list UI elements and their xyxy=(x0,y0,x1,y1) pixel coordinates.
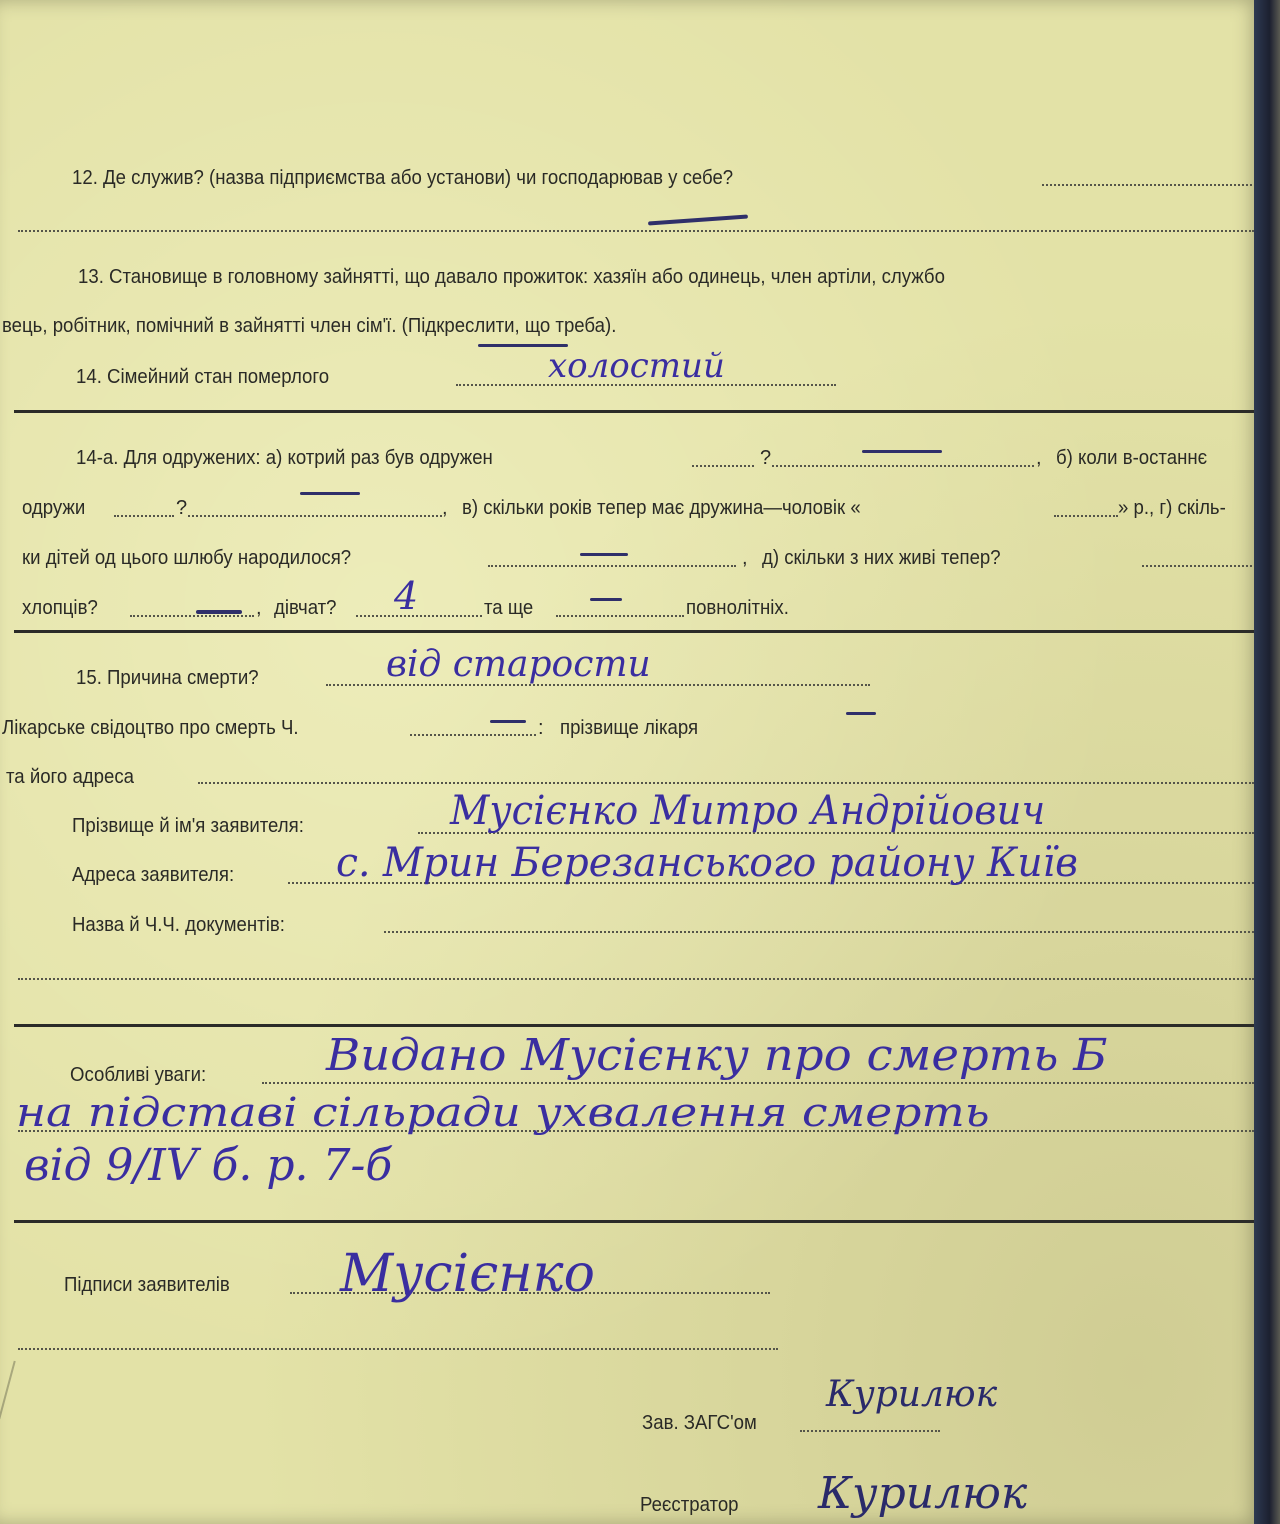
q13-line2: вець, робітник, помічний в зайнятті член сім'ї. (Підкреслити, що треба). xyxy=(2,315,617,337)
q14a-answer-3 xyxy=(580,553,628,556)
q13-line1: 13. Становище в головному зайнятті, що давало прожиток: хазяїн або одинець, член артіли, службо xyxy=(78,266,945,288)
q15-doctor-label: прізвище лікаря xyxy=(560,717,699,739)
applicant-address-label: Адреса заявителя: xyxy=(72,864,235,886)
q14a-comma-1: , xyxy=(1036,447,1042,469)
applicant-address-value: с. Мрин Березанського району Київ xyxy=(336,840,1078,886)
q15-label: 15. Причина смерти? xyxy=(76,667,259,689)
q15-answer: від старости xyxy=(386,644,651,685)
q14-answer: холостий xyxy=(548,346,725,386)
q14a-line4-a: хлопців? xyxy=(22,597,98,619)
q14a-line1-b: б) коли в-останнє xyxy=(1056,447,1208,469)
q15-address-label: та його адреса xyxy=(6,766,134,788)
q12-line-2 xyxy=(18,230,1254,232)
q14a-qmark-2: ? xyxy=(176,497,188,519)
notes-text-2: на підставі сільради ухвалення смерть xyxy=(16,1090,990,1136)
q14a-answer-2 xyxy=(300,492,360,495)
q12-answer-dash xyxy=(648,215,748,226)
signatures-line-2 xyxy=(18,1348,778,1350)
q14a-line3-dots1 xyxy=(488,565,736,567)
q14a-line2-a: одружи xyxy=(22,497,86,519)
q14a-line2-c: » р., г) скіль- xyxy=(1118,497,1226,519)
q14a-line4-d: повнолітніх. xyxy=(686,597,789,619)
q14a-line3-b: д) скільки з них живі тепер? xyxy=(762,547,1001,569)
q14a-line2-b: в) скільки років тепер має дружина—чоловік « xyxy=(462,497,861,519)
q15-address-line xyxy=(198,782,1254,784)
book-edge xyxy=(1254,0,1280,1524)
q14a-line4-c: та ще xyxy=(484,597,534,619)
q12-label: 12. Де служив? (назва підприємства або установи) чи господарював у себе? xyxy=(72,167,734,189)
q14a-line4-b: дівчат? xyxy=(274,597,337,619)
notes-label: Особливі уваги: xyxy=(70,1064,207,1086)
applicant-documents-line xyxy=(384,931,1254,933)
q15-certificate-dash xyxy=(490,720,526,723)
q14a-line1-dots2 xyxy=(772,465,1034,467)
signatures-head-label: Зав. ЗАГС'ом xyxy=(642,1412,757,1434)
divider-4 xyxy=(14,1220,1262,1223)
q14a-comma-4: , xyxy=(256,597,262,619)
q14a-comma-3: , xyxy=(742,547,748,569)
q14a-line4-dots3 xyxy=(556,615,684,617)
q14a-line3-a: ки дітей од цього шлюбу народилося? xyxy=(22,547,352,569)
q14a-comma-2: , xyxy=(442,497,448,519)
q14a-line2-dots3 xyxy=(1054,515,1118,517)
q14a-boys-dash xyxy=(196,610,242,614)
q14-label: 14. Сімейний стан померлого xyxy=(76,366,330,388)
applicant-documents-label: Назва й Ч.Ч. документів: xyxy=(72,914,285,936)
signatures-head-line xyxy=(800,1430,940,1432)
applicant-name-value: Мусієнко Митро Андрійович xyxy=(450,788,1046,834)
notes-text-1: Видано Мусієнку про смерть Б xyxy=(326,1030,1108,1081)
paper-mark xyxy=(0,1361,16,1419)
notes-line-1 xyxy=(262,1082,1254,1084)
q14a-line4-dots1 xyxy=(130,615,254,617)
signatures-registrar-value: Курилюк xyxy=(818,1468,1028,1519)
q14a-line1-a: 14-а. Для одружених: а) котрий раз був одружен xyxy=(76,447,493,469)
signatures-applicants-value: Мусієнко xyxy=(340,1244,595,1304)
q14a-line2-dots1 xyxy=(114,515,174,517)
q14a-answer-1 xyxy=(862,450,942,453)
signatures-head-value: Курилюк xyxy=(826,1374,998,1415)
q12-line xyxy=(1042,184,1252,186)
signatures-registrar-label: Реєстратор xyxy=(640,1494,739,1516)
notes-text-3: від 9/IV б. р. 7-б xyxy=(24,1140,393,1191)
q14a-line1-dots1 xyxy=(692,465,754,467)
q14a-line4-dots2 xyxy=(356,615,482,617)
divider-1 xyxy=(14,410,1258,413)
q14a-line2-dots2 xyxy=(188,515,442,517)
q14a-girls-answer: 4 xyxy=(394,574,419,618)
q15-doctor-dash xyxy=(846,712,876,715)
q15-certificate-label: Лікарське свідоцтво про смерть Ч. xyxy=(2,717,299,739)
q14a-qmark-1: ? xyxy=(760,447,772,469)
q14a-line3-dots2 xyxy=(1142,565,1252,567)
applicant-name-label: Прізвище й ім'я заявителя: xyxy=(72,815,304,837)
q14a-adult-dash xyxy=(590,598,622,601)
divider-2 xyxy=(14,630,1262,633)
q15-colon: : xyxy=(538,717,544,739)
q15-certificate-line xyxy=(410,734,536,736)
signatures-applicants-label: Підписи заявителів xyxy=(64,1274,230,1296)
divider-3 xyxy=(14,1024,1262,1027)
applicant-documents-line-2 xyxy=(18,978,1254,980)
